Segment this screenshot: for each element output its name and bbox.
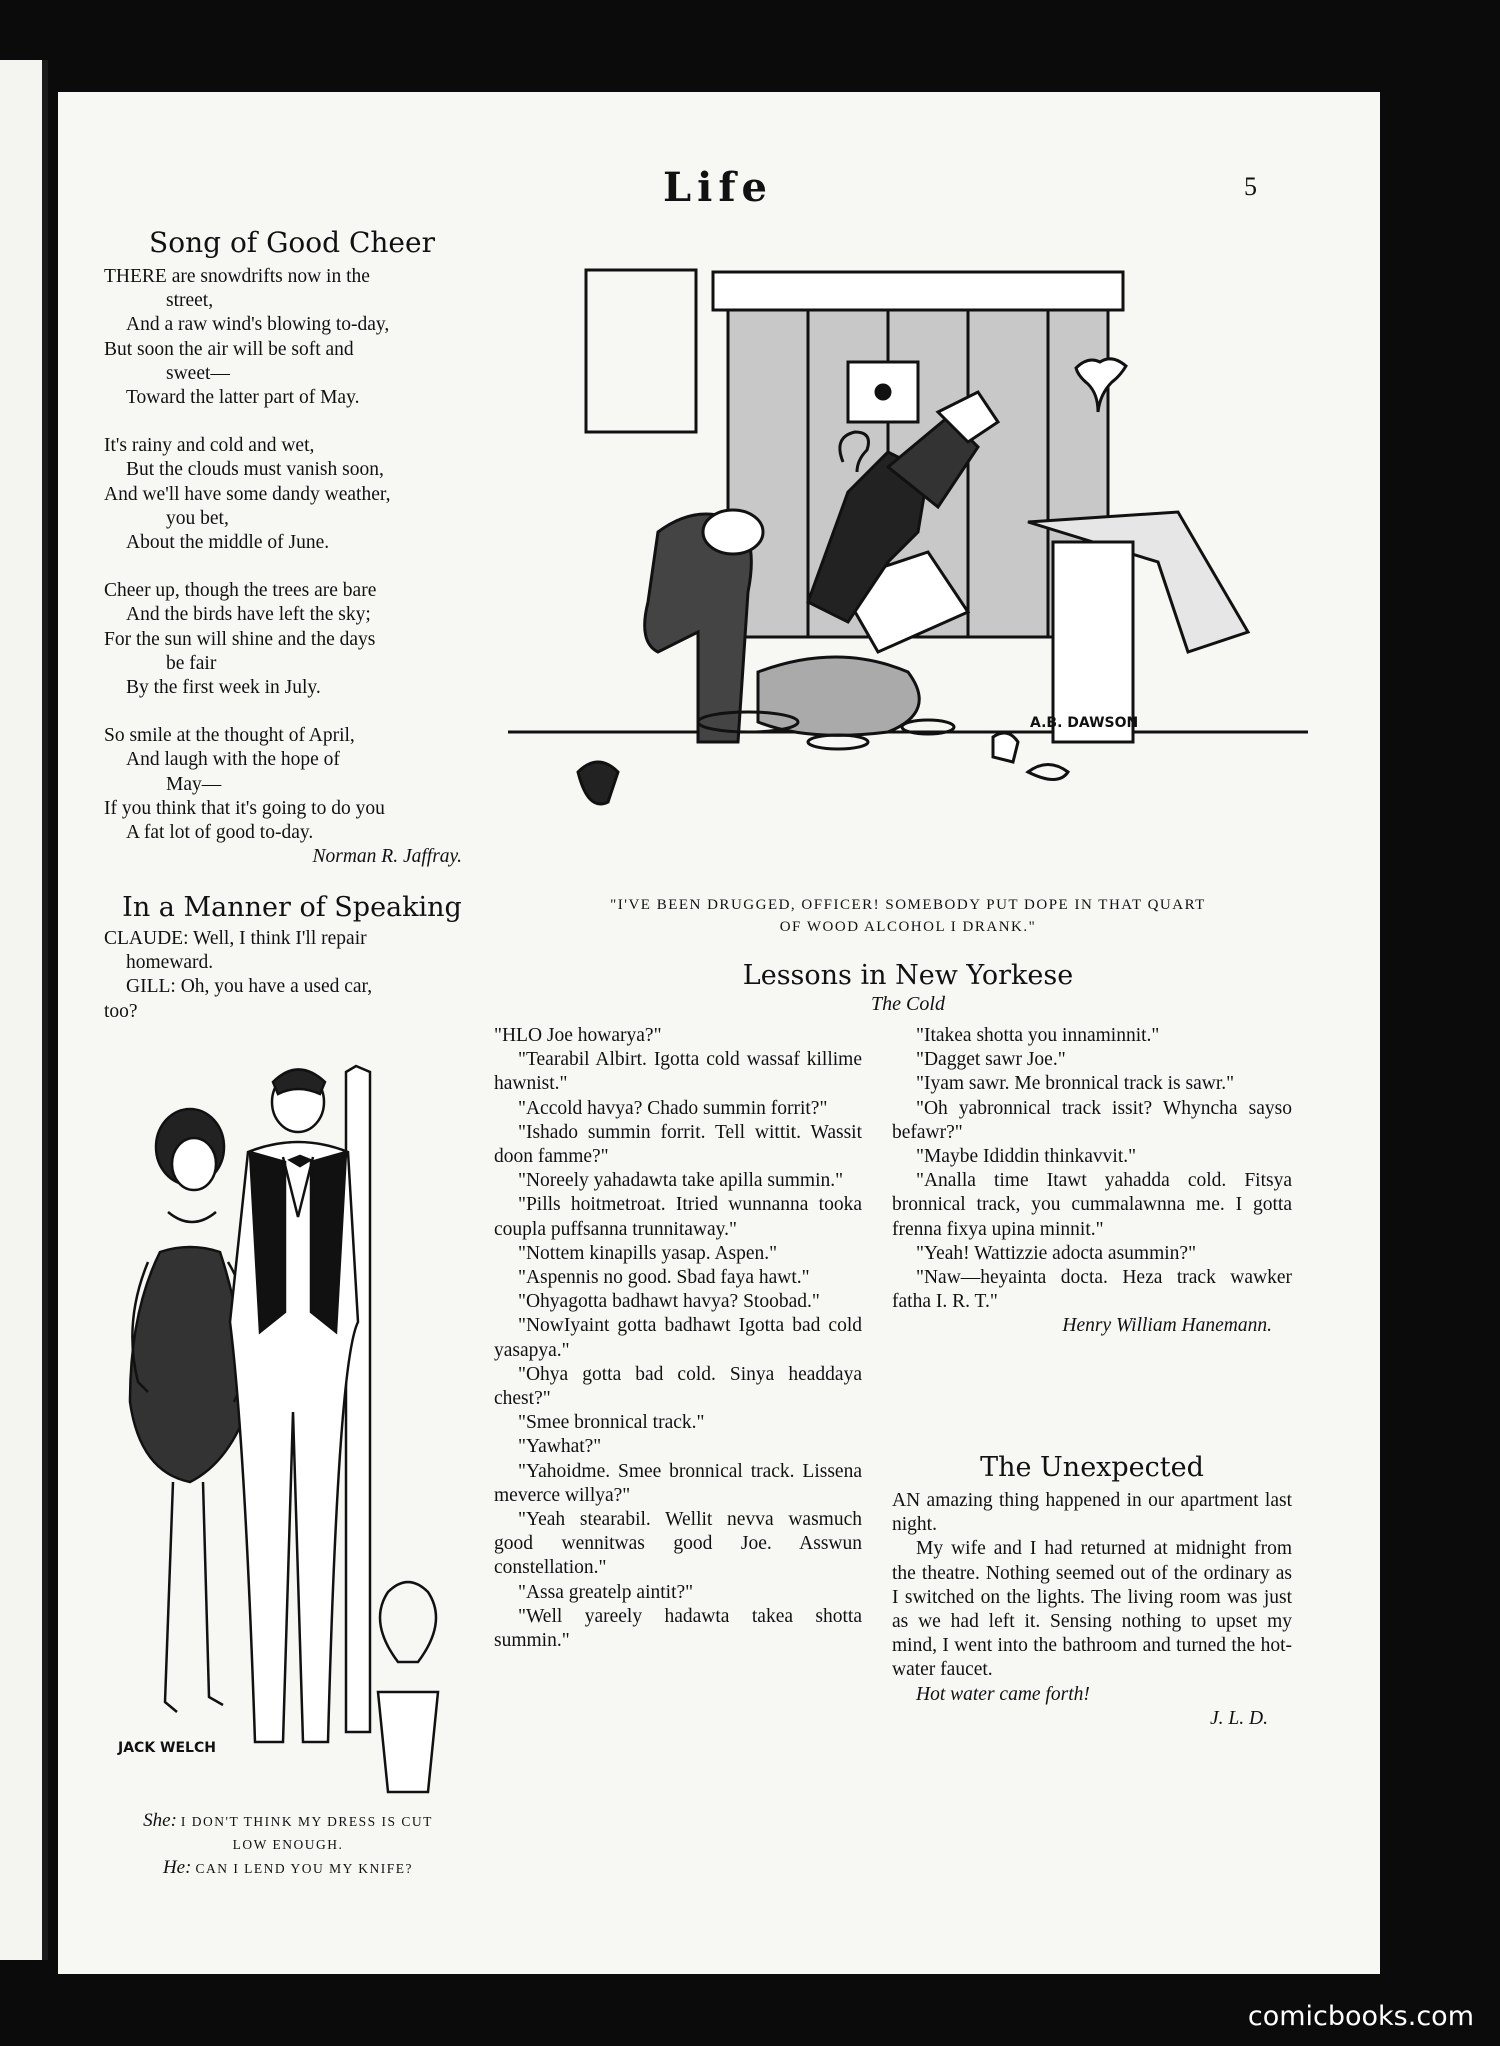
- couple-cartoon-signature: JACK WELCH: [118, 1740, 216, 1756]
- poem-line: And a raw wind's blowing to-day,: [126, 314, 390, 336]
- dialogue-line: "Yeah! Wattizzie adocta asummin?": [916, 1242, 1197, 1264]
- magazine-page: [58, 92, 1380, 1974]
- manner-line: too?: [104, 1000, 138, 1022]
- dialogue-line: "Iyam sawr. Me bronnical track is sawr.": [916, 1073, 1235, 1095]
- poem-title: Song of Good Cheer: [149, 226, 435, 259]
- manner-line: GILL: Oh, you have a used car,: [126, 976, 373, 998]
- poem-line: Toward the latter part of May.: [126, 387, 360, 409]
- poem-section: [104, 226, 480, 869]
- manner-line: CLAUDE: Well, I think I'll repair: [104, 928, 367, 949]
- poem-line: But the clouds must vanish soon,: [126, 459, 384, 481]
- police-cartoon-drawing: [508, 212, 1308, 982]
- dialogue-line: "Dagget sawr Joe.": [916, 1049, 1066, 1071]
- left-page-edge: [0, 60, 48, 1960]
- dialogue-line: "HLO Joe howarya?": [494, 1025, 662, 1046]
- she-text: I DON'T THINK MY DRESS IS CUT: [180, 1814, 433, 1829]
- poem-line: May—: [166, 773, 222, 795]
- poem-line: street,: [166, 290, 214, 312]
- couple-cartoon-caption: [78, 1809, 498, 1881]
- window-frame: [586, 270, 696, 432]
- poem-line: But soon the air will be soft and: [104, 338, 354, 360]
- dialogue-line: "Ishado summin forrit. Tell wittit. Wassit doon famme?": [494, 1121, 862, 1168]
- poem-author: Norman R. Jaffray.: [312, 846, 462, 868]
- poem-line: sweet—: [166, 362, 230, 384]
- dialogue-line: "Oh yabronnical track issit? Whyncha sayso befawr?": [892, 1097, 1292, 1143]
- lessons-header: [498, 960, 1318, 1016]
- dialogue-line: "Maybe Ididdin thinkavvit.": [916, 1146, 1137, 1168]
- dialogue-line: "Yahoidme. Smee bronnical track. Lissena meverce willya?": [494, 1460, 862, 1506]
- dialogue-line: "Aspennis no good. Sbad faya hawt.": [518, 1267, 810, 1289]
- he-text: CAN I LEND YOU MY KNIFE?: [195, 1861, 414, 1876]
- lessons-column-1: [494, 1024, 862, 1653]
- page-number: 5: [1244, 172, 1257, 201]
- dialogue-line: "Yeah stearabil. Wellit nevva wasmuch good wennitwas good Joe. Asswun constellation.": [494, 1509, 862, 1579]
- poem-line: For the sun will shine and the days: [104, 628, 376, 650]
- poem-line: And laugh with the hope of: [126, 749, 340, 771]
- caption-line: OF WOOD ALCOHOL I DRANK.": [779, 919, 1037, 935]
- poem-line: It's rainy and cold and wet,: [104, 435, 315, 457]
- dialogue-line: "Nottem kinapills yasap. Aspen.": [518, 1242, 778, 1264]
- unexpected-paragraph: My wife and I had returned at midnight from the theatre. Nothing seemed out of the ordinary as I switched on the lights. The living room was just as we had left it. Sensing nothing to upset my mind, I went into the bathroom and turned the hot-water faucet.: [892, 1538, 1292, 1681]
- dialogue-line: "Accold havya? Chado summin forrit?": [518, 1097, 828, 1119]
- poem-body: [104, 265, 480, 869]
- poem-line: be fair: [166, 652, 217, 674]
- dialogue-line: "Tearabil Albirt. Igotta cold wassaf killime hawnist.": [494, 1049, 862, 1095]
- poem-line: If you think that it's going to do you: [104, 797, 385, 819]
- dialogue-line: "Analla time Itawt yahadda cold. Fitsya bronnical track, you cummalawnna me. I gotta frenna fixya upina minnit.": [892, 1170, 1292, 1240]
- dialogue-line: "Smee bronnical track.": [518, 1412, 705, 1434]
- couple-cartoon: [78, 1052, 498, 1802]
- police-cartoon-caption: [508, 894, 1308, 938]
- manner-line: homeward.: [126, 952, 214, 974]
- lessons-subtitle: The Cold: [871, 993, 945, 1015]
- unexpected-punchline: Hot water came forth!: [916, 1683, 1090, 1705]
- cartoon-signature: A.B. DAWSON: [1030, 715, 1139, 731]
- lessons-author: Henry William Hanemann.: [1062, 1315, 1272, 1337]
- lessons-column-2: [892, 1024, 1292, 1339]
- police-cartoon: [508, 212, 1308, 982]
- dialogue-line: "NowIyaint gotta badhawt Igotta bad cold yasapya.": [494, 1315, 862, 1361]
- unexpected-title: The Unexpected: [980, 1452, 1204, 1483]
- lessons-title: Lessons in New Yorkese: [742, 960, 1074, 991]
- poem-line: And we'll have some dandy weather,: [104, 483, 391, 505]
- dialogue-line: "Assa greatelp aintit?": [518, 1581, 694, 1603]
- poem-line: About the middle of June.: [126, 532, 330, 554]
- dialogue-line: "Ohya gotta bad cold. Sinya headdaya chest?": [494, 1363, 862, 1410]
- watermark: comicbooks.com: [1247, 2001, 1474, 2032]
- caption-line: "I'VE BEEN DRUGGED, OFFICER! SOMEBODY PUT DOPE IN THAT QUART: [610, 897, 1206, 913]
- dialogue-line: "Naw—heyainta docta. Heza track wawker fatha I. R. T.": [892, 1267, 1292, 1313]
- unexpected-author: J. L. D.: [1210, 1707, 1268, 1729]
- couple-cartoon-drawing: [78, 1052, 498, 1802]
- manner-section: [104, 892, 480, 1024]
- poem-line: So smile at the thought of April,: [104, 725, 355, 747]
- unexpected-section: [892, 1452, 1292, 1731]
- poem-line: Cheer up, though the trees are bare: [104, 580, 377, 602]
- dialogue-line: "Pills hoitmetroat. Itried wunnanna tooka coupla puffsanna trunnitaway.": [494, 1194, 862, 1240]
- poem-line: By the first week in July.: [126, 677, 321, 699]
- masthead-logo: Life: [663, 164, 773, 211]
- he-label: He:: [162, 1857, 192, 1878]
- she-text-2: LOW ENOUGH.: [232, 1837, 344, 1852]
- dialogue-line: "Itakea shotta you innaminnit.": [916, 1025, 1160, 1046]
- dialogue-line: "Noreely yahadawta take apilla summin.": [518, 1170, 844, 1192]
- manner-title: In a Manner of Speaking: [122, 892, 462, 923]
- unexpected-paragraph: AN amazing thing happened in our apartment last night.: [892, 1490, 1292, 1536]
- dialogue-line: "Well yareely hadawta takea shotta summin.": [494, 1605, 862, 1652]
- she-label: She:: [143, 1810, 177, 1831]
- dialogue-line: "Ohyagotta badhawt havya? Stoobad.": [518, 1291, 820, 1313]
- poem-line: you bet,: [166, 507, 229, 529]
- poem-line: And the birds have left the sky;: [126, 604, 371, 626]
- poem-line: A fat lot of good to-day.: [126, 822, 314, 844]
- dialogue-line: "Yawhat?": [518, 1436, 602, 1458]
- poem-line: THERE are snowdrifts now in the: [104, 266, 370, 287]
